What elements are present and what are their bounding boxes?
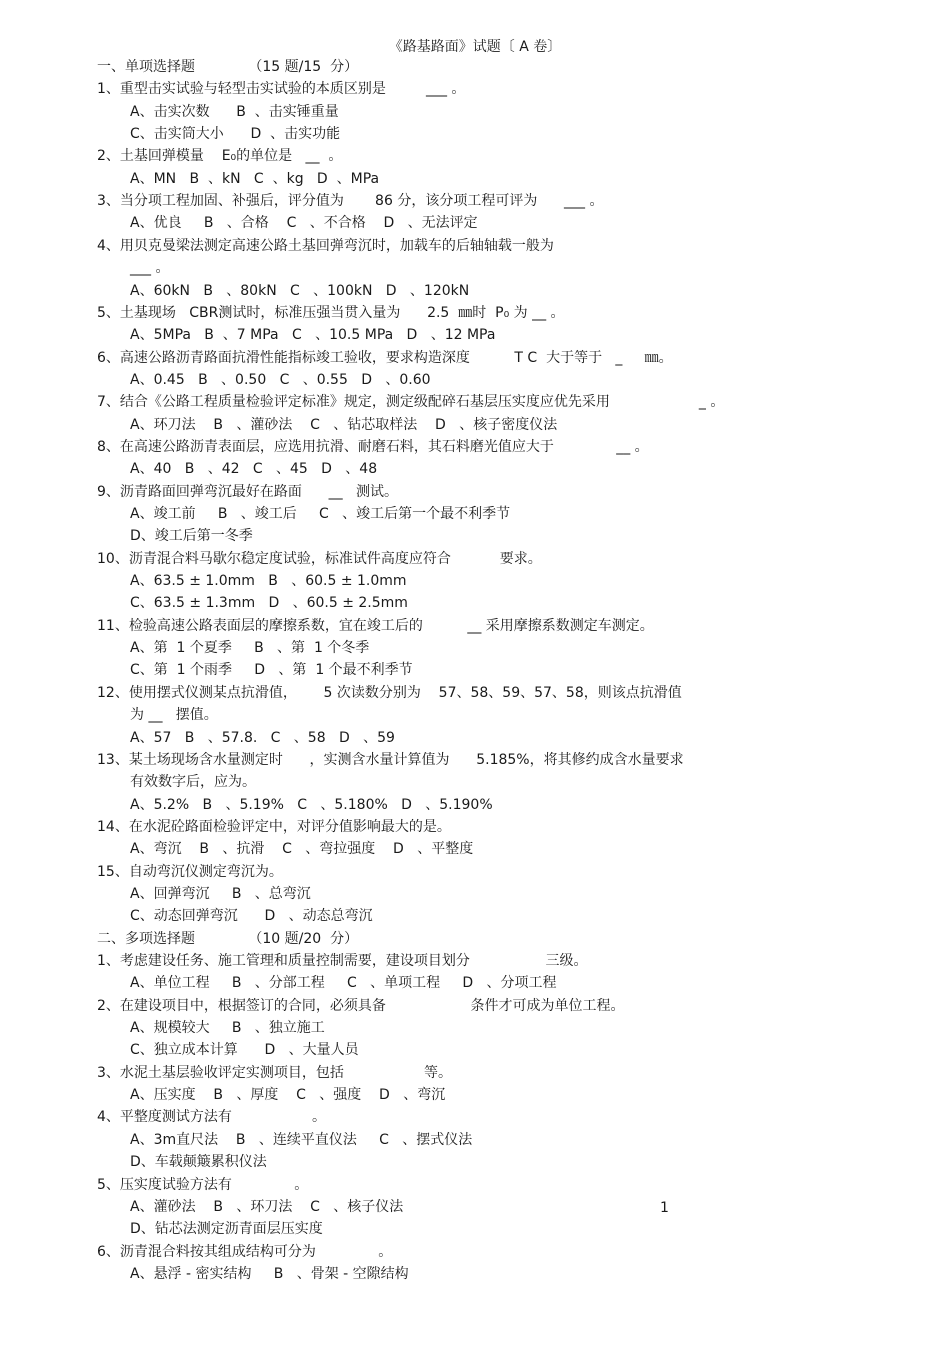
option-line: A、3m直尺法 B 、连续平直仪法 C 、摆式仪法: [130, 1132, 473, 1148]
question-line: 13、某土场现场含水量测定时 ，实测含水量计算值为 5.185%，将其修约成含水量要求: [97, 752, 684, 768]
option-line: A、MN B 、kN C 、kg D 、MPa: [130, 171, 380, 187]
option-line: C、动态回弹弯沉 D 、动态总弯沉: [130, 908, 373, 924]
question-line: 6、沥青混合料按其组成结构可分为 。: [97, 1244, 393, 1260]
question-line: 7、结合《公路工程质量检验评定标准》规定，测定级配碎石基层压实度应优先采用 _ 。: [97, 394, 725, 410]
option-line: A、灌砂法 B 、环刀法 C 、核子仪法: [130, 1199, 404, 1215]
option-line: C、独立成本计算 D 、大量人员: [130, 1042, 359, 1058]
option-line: D、车载颠簸累积仪法: [130, 1154, 267, 1170]
question-line: 3、水泥土基层验收评定实测项目，包括 等。: [97, 1065, 453, 1081]
option-line: D、竣工后第一冬季: [130, 528, 253, 544]
section-heading: 二、多项选择题 （10 题/20 分）: [97, 931, 359, 947]
option-line: A、优良 B 、合格 C 、不合格 D 、无法评定: [130, 215, 478, 231]
option-line: C、第 1 个雨季 D 、第 1 个最不利季节: [130, 662, 413, 678]
question-line: 3、当分项工程加固、补强后，评分值为 86 分，该分项工程可评为 ___ 。: [97, 193, 604, 209]
option-line: A、悬浮 - 密实结构 B 、骨架 - 空隙结构: [130, 1266, 409, 1282]
option-line: A、环刀法 B 、灌砂法 C 、钻芯取样法 D 、核子密度仪法: [130, 417, 558, 433]
question-line: 8、在高速公路沥青表面层，应选用抗滑、耐磨石料，其石料磨光值应大于 __ 。: [97, 439, 649, 455]
question-line: 5、压实度试验方法有 。: [97, 1177, 309, 1193]
question-line: 2、土基回弹模量 E₀的单位是 __ 。: [97, 148, 343, 164]
question-line: 6、高速公路沥青路面抗滑性能指标竣工验收，要求构造深度 T C 大于等于 _ ㎜。: [97, 350, 673, 366]
option-line: A、63.5 ± 1.0mm B 、60.5 ± 1.0mm: [130, 573, 407, 589]
option-line: 有效数字后，应为。: [130, 774, 256, 790]
page-number: 1: [660, 1200, 669, 1216]
option-line: A、击实次数 B 、击实锤重量: [130, 104, 339, 120]
option-line: A、规模较大 B 、独立施工: [130, 1020, 325, 1036]
option-line: A、弯沉 B 、抗滑 C 、弯拉强度 D 、平整度: [130, 841, 474, 857]
question-line: 1、重型击实试验与轻型击实试验的本质区别是 ___ 。: [97, 81, 466, 97]
option-line: C、63.5 ± 1.3mm D 、60.5 ± 2.5mm: [130, 595, 408, 611]
question-line: 11、检验高速公路表面层的摩擦系数，宜在竣工后的 __ 采用摩擦系数测定车测定。: [97, 618, 654, 634]
option-line: A、单位工程 B 、分部工程 C 、单项工程 D 、分项工程: [130, 975, 557, 991]
question-line: 4、用贝克曼梁法测定高速公路土基回弹弯沉时，加载车的后轴轴载一般为: [97, 238, 554, 254]
question-line: 2、在建设项目中，根据签订的合同，必须具备 条件才可成为单位工程。: [97, 998, 625, 1014]
option-line: C、击实筒大小 D 、击实功能: [130, 126, 341, 142]
question-line: 1、考虑建设任务、施工管理和质量控制需要，建设项目划分 三级。: [97, 953, 588, 969]
option-line: A、5MPa B 、7 MPa C 、10.5 MPa D 、12 MPa: [130, 327, 496, 343]
exam-title: 《路基路面》试题〔 A 卷〕: [388, 39, 562, 55]
option-line: A、60kN B 、80kN C 、100kN D 、120kN: [130, 283, 470, 299]
option-line: A、第 1 个夏季 B 、第 1 个冬季: [130, 640, 370, 656]
option-line: A、回弹弯沉 B 、总弯沉: [130, 886, 311, 902]
section-heading: 一、单项选择题 （15 题/15 分）: [97, 59, 359, 75]
option-line: A、57 B 、57.8. C 、58 D 、59: [130, 730, 395, 746]
option-line: ___ 。: [130, 260, 170, 276]
question-line: 15、自动弯沉仪测定弯沉为。: [97, 864, 283, 880]
option-line: A、5.2% B 、5.19% C 、5.180% D 、5.190%: [130, 797, 493, 813]
option-line: A、0.45 B 、0.50 C 、0.55 D 、0.60: [130, 372, 431, 388]
option-line: A、竣工前 B 、竣工后 C 、竣工后第一个最不利季节: [130, 506, 511, 522]
question-line: 10、沥青混合料马歇尔稳定度试验，标准试件高度应符合 要求。: [97, 551, 542, 567]
option-line: D、钻芯法测定沥青面层压实度: [130, 1221, 323, 1237]
option-line: A、压实度 B 、厚度 C 、强度 D 、弯沉: [130, 1087, 446, 1103]
question-line: 9、沥青路面回弹弯沉最好在路面 __ 测试。: [97, 484, 398, 500]
question-line: 14、在水泥砼路面检验评定中，对评分值影响最大的是。: [97, 819, 451, 835]
question-line: 5、土基现场 CBR测试时，标准压强当贯入量为 2.5 ㎜时 P₀ 为 __ 。: [97, 305, 565, 321]
option-line: A、40 B 、42 C 、45 D 、48: [130, 461, 378, 477]
question-line: 12、使用摆式仪测某点抗滑值， 5 次读数分别为 57、58、59、57、58，则该点抗滑值: [97, 685, 682, 701]
question-line: 4、平整度测试方法有 。: [97, 1109, 327, 1125]
option-line: 为 __ 摆值。: [130, 707, 218, 723]
